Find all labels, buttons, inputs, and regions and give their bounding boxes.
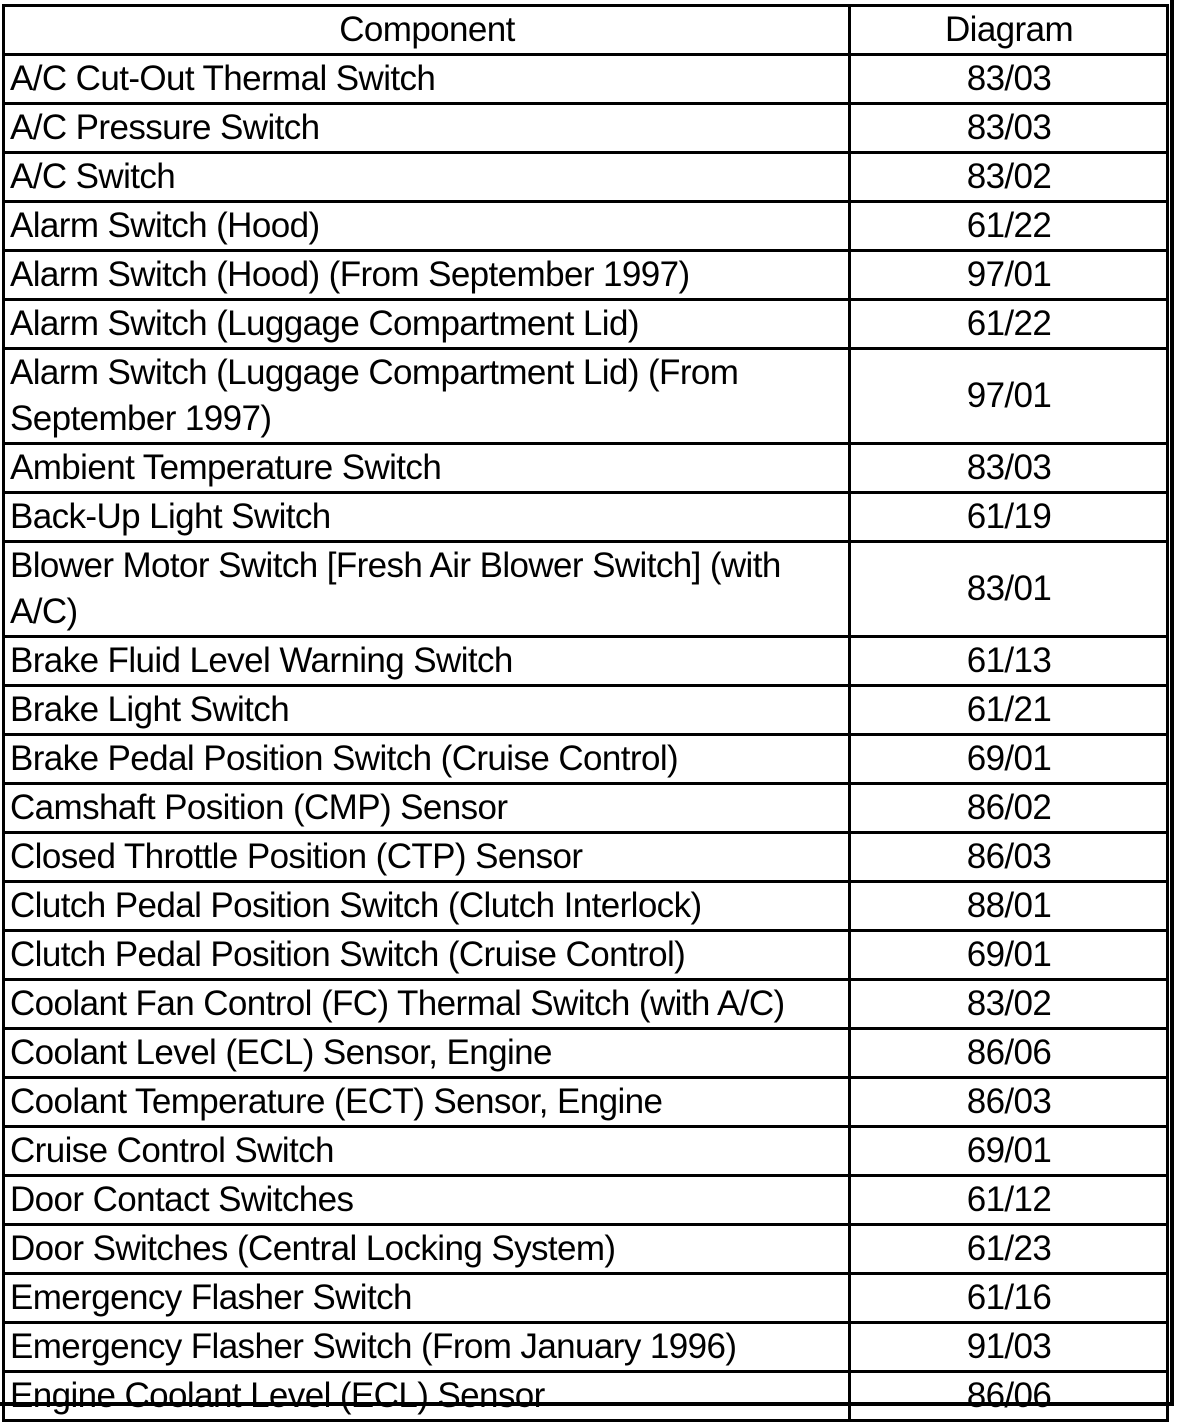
component-cell: Emergency Flasher Switch (From January 1996) bbox=[4, 1323, 850, 1372]
diagram-cell: 61/13 bbox=[850, 637, 1168, 686]
table-row bbox=[4, 444, 1168, 493]
table-row bbox=[4, 300, 1168, 349]
diagram-cell: 88/01 bbox=[850, 882, 1168, 931]
component-cell: Alarm Switch (Luggage Compartment Lid) bbox=[4, 300, 850, 349]
component-cell: Clutch Pedal Position Switch (Clutch Interlock) bbox=[4, 882, 850, 931]
table-row bbox=[4, 1274, 1168, 1323]
diagram-cell: 61/23 bbox=[850, 1225, 1168, 1274]
table-row bbox=[4, 735, 1168, 784]
component-cell: Cruise Control Switch bbox=[4, 1127, 850, 1176]
component-cell: Coolant Level (ECL) Sensor, Engine bbox=[4, 1029, 850, 1078]
table-row bbox=[4, 882, 1168, 931]
diagram-cell: 86/03 bbox=[850, 1078, 1168, 1127]
component-cell: Door Switches (Central Locking System) bbox=[4, 1225, 850, 1274]
diagram-cell: 61/19 bbox=[850, 493, 1168, 542]
component-cell: Engine Coolant Level (ECL) Sensor bbox=[4, 1372, 850, 1421]
table-row bbox=[4, 1225, 1168, 1274]
table-row bbox=[4, 980, 1168, 1029]
diagram-cell: 86/06 bbox=[850, 1029, 1168, 1078]
component-cell: Alarm Switch (Hood) (From September 1997) bbox=[4, 251, 850, 300]
diagram-cell: 83/03 bbox=[850, 104, 1168, 153]
table-row bbox=[4, 833, 1168, 882]
table-row bbox=[4, 784, 1168, 833]
table-row bbox=[4, 1029, 1168, 1078]
table-row bbox=[4, 542, 1168, 637]
component-cell: Closed Throttle Position (CTP) Sensor bbox=[4, 833, 850, 882]
diagram-cell: 83/02 bbox=[850, 980, 1168, 1029]
diagram-cell: 97/01 bbox=[850, 349, 1168, 444]
component-cell: Blower Motor Switch [Fresh Air Blower Switch] (with A/C) bbox=[4, 542, 850, 637]
table-row bbox=[4, 1127, 1168, 1176]
diagram-cell: 83/03 bbox=[850, 55, 1168, 104]
component-cell: Back-Up Light Switch bbox=[4, 493, 850, 542]
diagram-cell: 86/03 bbox=[850, 833, 1168, 882]
table-row bbox=[4, 493, 1168, 542]
table-row bbox=[4, 931, 1168, 980]
component-cell: Coolant Fan Control (FC) Thermal Switch (with A/C) bbox=[4, 980, 850, 1029]
diagram-cell: 61/12 bbox=[850, 1176, 1168, 1225]
component-cell: Alarm Switch (Luggage Compartment Lid) (From September 1997) bbox=[4, 349, 850, 444]
column-header-diagram: Diagram bbox=[850, 6, 1168, 55]
component-diagram-table bbox=[2, 4, 1169, 1422]
table-row bbox=[4, 153, 1168, 202]
diagram-cell: 69/01 bbox=[850, 735, 1168, 784]
diagram-cell: 83/02 bbox=[850, 153, 1168, 202]
component-cell: Ambient Temperature Switch bbox=[4, 444, 850, 493]
component-cell: Emergency Flasher Switch bbox=[4, 1274, 850, 1323]
component-cell: Alarm Switch (Hood) bbox=[4, 202, 850, 251]
table-row bbox=[4, 349, 1168, 444]
diagram-cell: 69/01 bbox=[850, 931, 1168, 980]
diagram-cell: 86/02 bbox=[850, 784, 1168, 833]
table-row bbox=[4, 202, 1168, 251]
table-row bbox=[4, 55, 1168, 104]
table-row bbox=[4, 1372, 1168, 1421]
component-cell: A/C Pressure Switch bbox=[4, 104, 850, 153]
diagram-cell: 61/22 bbox=[850, 300, 1168, 349]
diagram-cell: 61/21 bbox=[850, 686, 1168, 735]
component-cell: A/C Cut-Out Thermal Switch bbox=[4, 55, 850, 104]
component-cell: A/C Switch bbox=[4, 153, 850, 202]
component-cell: Clutch Pedal Position Switch (Cruise Control) bbox=[4, 931, 850, 980]
table-row bbox=[4, 251, 1168, 300]
component-cell: Door Contact Switches bbox=[4, 1176, 850, 1225]
diagram-cell: 83/01 bbox=[850, 542, 1168, 637]
diagram-cell: 69/01 bbox=[850, 1127, 1168, 1176]
table-row bbox=[4, 1176, 1168, 1225]
table-row bbox=[4, 686, 1168, 735]
component-cell: Coolant Temperature (ECT) Sensor, Engine bbox=[4, 1078, 850, 1127]
table-row bbox=[4, 1078, 1168, 1127]
diagram-cell: 91/03 bbox=[850, 1323, 1168, 1372]
diagram-cell: 83/03 bbox=[850, 444, 1168, 493]
table-row bbox=[4, 104, 1168, 153]
table-row bbox=[4, 1323, 1168, 1372]
diagram-cell: 86/06 bbox=[850, 1372, 1168, 1421]
component-cell: Brake Pedal Position Switch (Cruise Control) bbox=[4, 735, 850, 784]
diagram-cell: 61/22 bbox=[850, 202, 1168, 251]
component-cell: Brake Fluid Level Warning Switch bbox=[4, 637, 850, 686]
diagram-cell: 97/01 bbox=[850, 251, 1168, 300]
column-header-component: Component bbox=[4, 6, 850, 55]
component-cell: Camshaft Position (CMP) Sensor bbox=[4, 784, 850, 833]
diagram-cell: 61/16 bbox=[850, 1274, 1168, 1323]
table-header-row bbox=[4, 6, 1168, 55]
table-row bbox=[4, 637, 1168, 686]
component-cell: Brake Light Switch bbox=[4, 686, 850, 735]
